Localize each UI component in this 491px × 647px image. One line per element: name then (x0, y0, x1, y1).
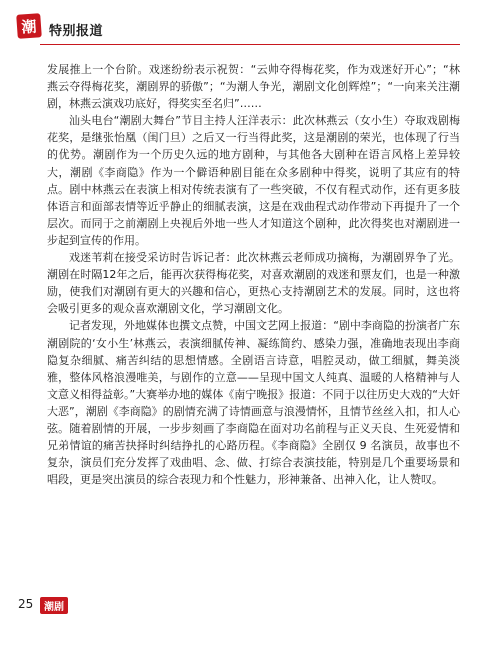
page-number: 25 (18, 597, 34, 611)
page-header (0, 0, 491, 46)
section-title: 特别报道 (49, 24, 104, 39)
footer-logo-icon: 潮剧 (40, 597, 68, 614)
article-paragraph-4: 记者发现，外地媒体也撰文点赞，中国文艺网上报道：“剧中李商隐的扮演者广东潮剧院的‘女小生’林燕云，表演细腻传神、凝练简约、感染力强，准确地表现出李商隐复杂细腻、痛苦纠结的思想情感。全剧语言诗意，唱腔灵动，做工细腻，舞美淡雅，整体风格浪漫唯美，与剧作的立意——呈现中国文人纯真、温暖的人格精神与人文意义相得益彰。”大赛举办地的媒体《南宁晚报》报道：不同于以往历史大戏的“大奸大恶”，潮剧《李商隐》的剧情充满了诗情画意与浪漫情怀，且情节丝丝入扣，扣人心弦。随着剧情的开展，一步步刻画了李商隐在面对功名前程与正义天良、生死爱情和兄弟情谊的痛苦抉择时纠结挣扎的心路历程。《李商隐》全剧仅 9 名演员，故事也不复杂，演员们充分发挥了戏曲唱、念、做、打综合表演技能，特别是几个重要场景和唱段，更是突出演员的综合表现力和个性魅力，形神兼备、出神入化，让人赞叹。 (47, 319, 460, 487)
article-paragraph-1: 发展推上一个台阶。戏迷纷纷表示祝贺：“云帅夺得梅花奖，作为戏迷好开心”；“林燕云夺得梅花奖，潮剧界的骄傲”；“为潮人争光，潮剧文化创辉煌”；“一向来关注潮剧，林燕云演戏功底好，得奖实至名归”…… (47, 63, 460, 111)
article-paragraph-3: 戏迷苇莉在接受采访时告诉记者：此次林燕云老师成功摘梅，为潮剧界争了光。潮剧在时隔12年之后，能再次获得梅花奖，对喜欢潮剧的戏迷和票友们，也是一种激励，使我们对潮剧有更大的兴趣和信心，更热心支持潮剧艺术的发展。同时，这也将会吸引更多的观众喜欢潮剧文化，学习潮剧文化。 (47, 251, 460, 316)
magazine-logo-icon: 潮 (16, 13, 42, 39)
article-body (47, 61, 460, 488)
header-divider (40, 44, 460, 45)
article-paragraph-2: 汕头电台“潮剧大舞台”节目主持人汪洋表示：此次林燕云（女小生）夺取戏剧梅花奖，是继张怡凰（闺门旦）之后又一行当得此奖，这是潮剧的荣光，也体现了行当的优势。潮剧作为一个历史久远的地方剧种，与其他各大剧种在语言风格上差异较大，潮剧《李商隐》作为一个僻语种剧目能在众多剧种中得奖，说明了其应有的特点。剧中林燕云在表演上相对传统表演有了一些突破，不仅有程式动作，还有更多肢体语言和面部表情等近乎静止的细腻表演，这是在戏曲程式动作带动下再提升了一个层次。而同于之前潮剧上央视后外地一些人才知道这个剧种，此次得奖也对潮剧进一步起到宣传的作用。 (47, 114, 460, 247)
